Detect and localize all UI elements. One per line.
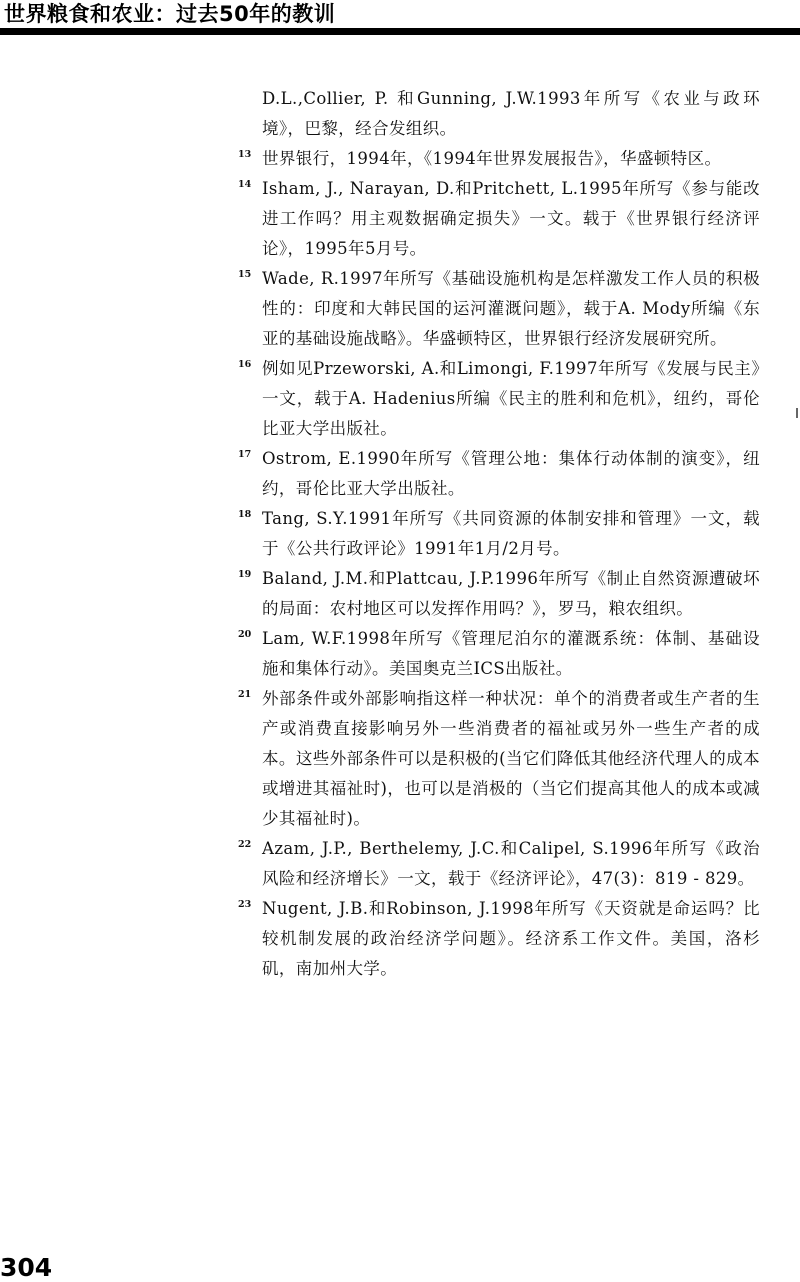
endnote-21: [238, 684, 760, 834]
endnote-22: [238, 834, 760, 894]
endnote-number: 19: [238, 569, 252, 580]
endnote-number: 13: [238, 149, 252, 160]
endnote-23: [238, 894, 760, 984]
endnote-text: Baland, J.M.和Plattcau, J.P.1996年所写《制止自然资源遭破坏的局面：农村地区可以发挥作用吗？》，罗马，粮农组织。: [262, 569, 760, 618]
endnote-text: Nugent, J.B.和Robinson, J.1998年所写《天资就是命运吗？比较机制发展的政治经济学问题》。经济系工作文件。美国，洛杉矶，南加州大学。: [262, 899, 760, 978]
endnote-19: [238, 564, 760, 624]
endnote-text: Isham, J., Narayan, D.和Pritchett, L.1995年所写《参与能改进工作吗？用主观数据确定损失》一文。载于《世界银行经济评论》，1995年5月号。: [262, 179, 760, 258]
endnote-text: D.L.,Collier, P. 和Gunning, J.W.1993年所写《农业与政环境》，巴黎，经合发组织。: [262, 89, 760, 138]
endnote-text: 世界银行，1994年，《1994年世界发展报告》，华盛顿特区。: [262, 149, 722, 168]
endnote-number: 17: [238, 449, 252, 460]
endnote-16: [238, 354, 760, 444]
page-number: 304: [0, 1253, 53, 1282]
endnote-text: 外部条件或外部影响指这样一种状况：单个的消费者或生产者的生产或消费直接影响另外一些消费者的福祉或另外一些生产者的成本。这些外部条件可以是积极的(当它们降低其他经济代理人的成本或增进其福祉时)，也可以是消极的（当它们提高其他人的成本或减少其福祉时)。: [262, 689, 760, 828]
endnote-13: [238, 144, 760, 174]
endnote-15: [238, 264, 760, 354]
endnote-number: 18: [238, 509, 252, 520]
endnote-17: [238, 444, 760, 504]
running-header-title: 世界粮食和农业：过去50年的教训: [4, 2, 336, 26]
running-header: [0, 0, 800, 28]
endnote-number: 21: [238, 689, 252, 700]
header-rule: [0, 28, 800, 35]
endnote-text: Ostrom, E.1990年所写《管理公地：集体行动体制的演变》，纽约，哥伦比亚大学出版社。: [262, 449, 760, 498]
endnote-20: [238, 624, 760, 684]
endnote-number: 16: [238, 359, 252, 370]
endnote-text: Wade, R.1997年所写《基础设施机构是怎样激发工作人员的积极性的：印度和大韩民国的运河灌溉问题》，载于A. Mody所编《东亚的基础设施战略》。华盛顿特区，世界银行经济发展研究所。: [262, 269, 760, 348]
endnote-text: Azam, J.P., Berthelemy, J.C.和Calipel, S.1996年所写《政治风险和经济增长》一文，载于《经济评论》，47(3)：819 - 829。: [262, 839, 760, 888]
margin-mark: [796, 408, 798, 418]
endnote-text: Tang, S.Y.1991年所写《共同资源的体制安排和管理》一文，载于《公共行政评论》1991年1月/2月号。: [262, 509, 760, 558]
endnote-number: 23: [238, 899, 252, 910]
endnote-number: 14: [238, 179, 252, 190]
endnote-continued: [238, 84, 760, 144]
endnotes-list: [238, 84, 760, 984]
endnote-number: 20: [238, 629, 252, 640]
endnote-number: 15: [238, 269, 252, 280]
endnote-14: [238, 174, 760, 264]
endnote-text: Lam, W.F.1998年所写《管理尼泊尔的灌溉系统：体制、基础设施和集体行动》。美国奥克兰ICS出版社。: [262, 629, 760, 678]
endnote-number: 22: [238, 839, 252, 850]
endnote-18: [238, 504, 760, 564]
endnote-text: 例如见Przeworski, A.和Limongi, F.1997年所写《发展与民主》一文，载于A. Hadenius所编《民主的胜利和危机》，纽约，哥伦比亚大学出版社。: [262, 359, 760, 438]
